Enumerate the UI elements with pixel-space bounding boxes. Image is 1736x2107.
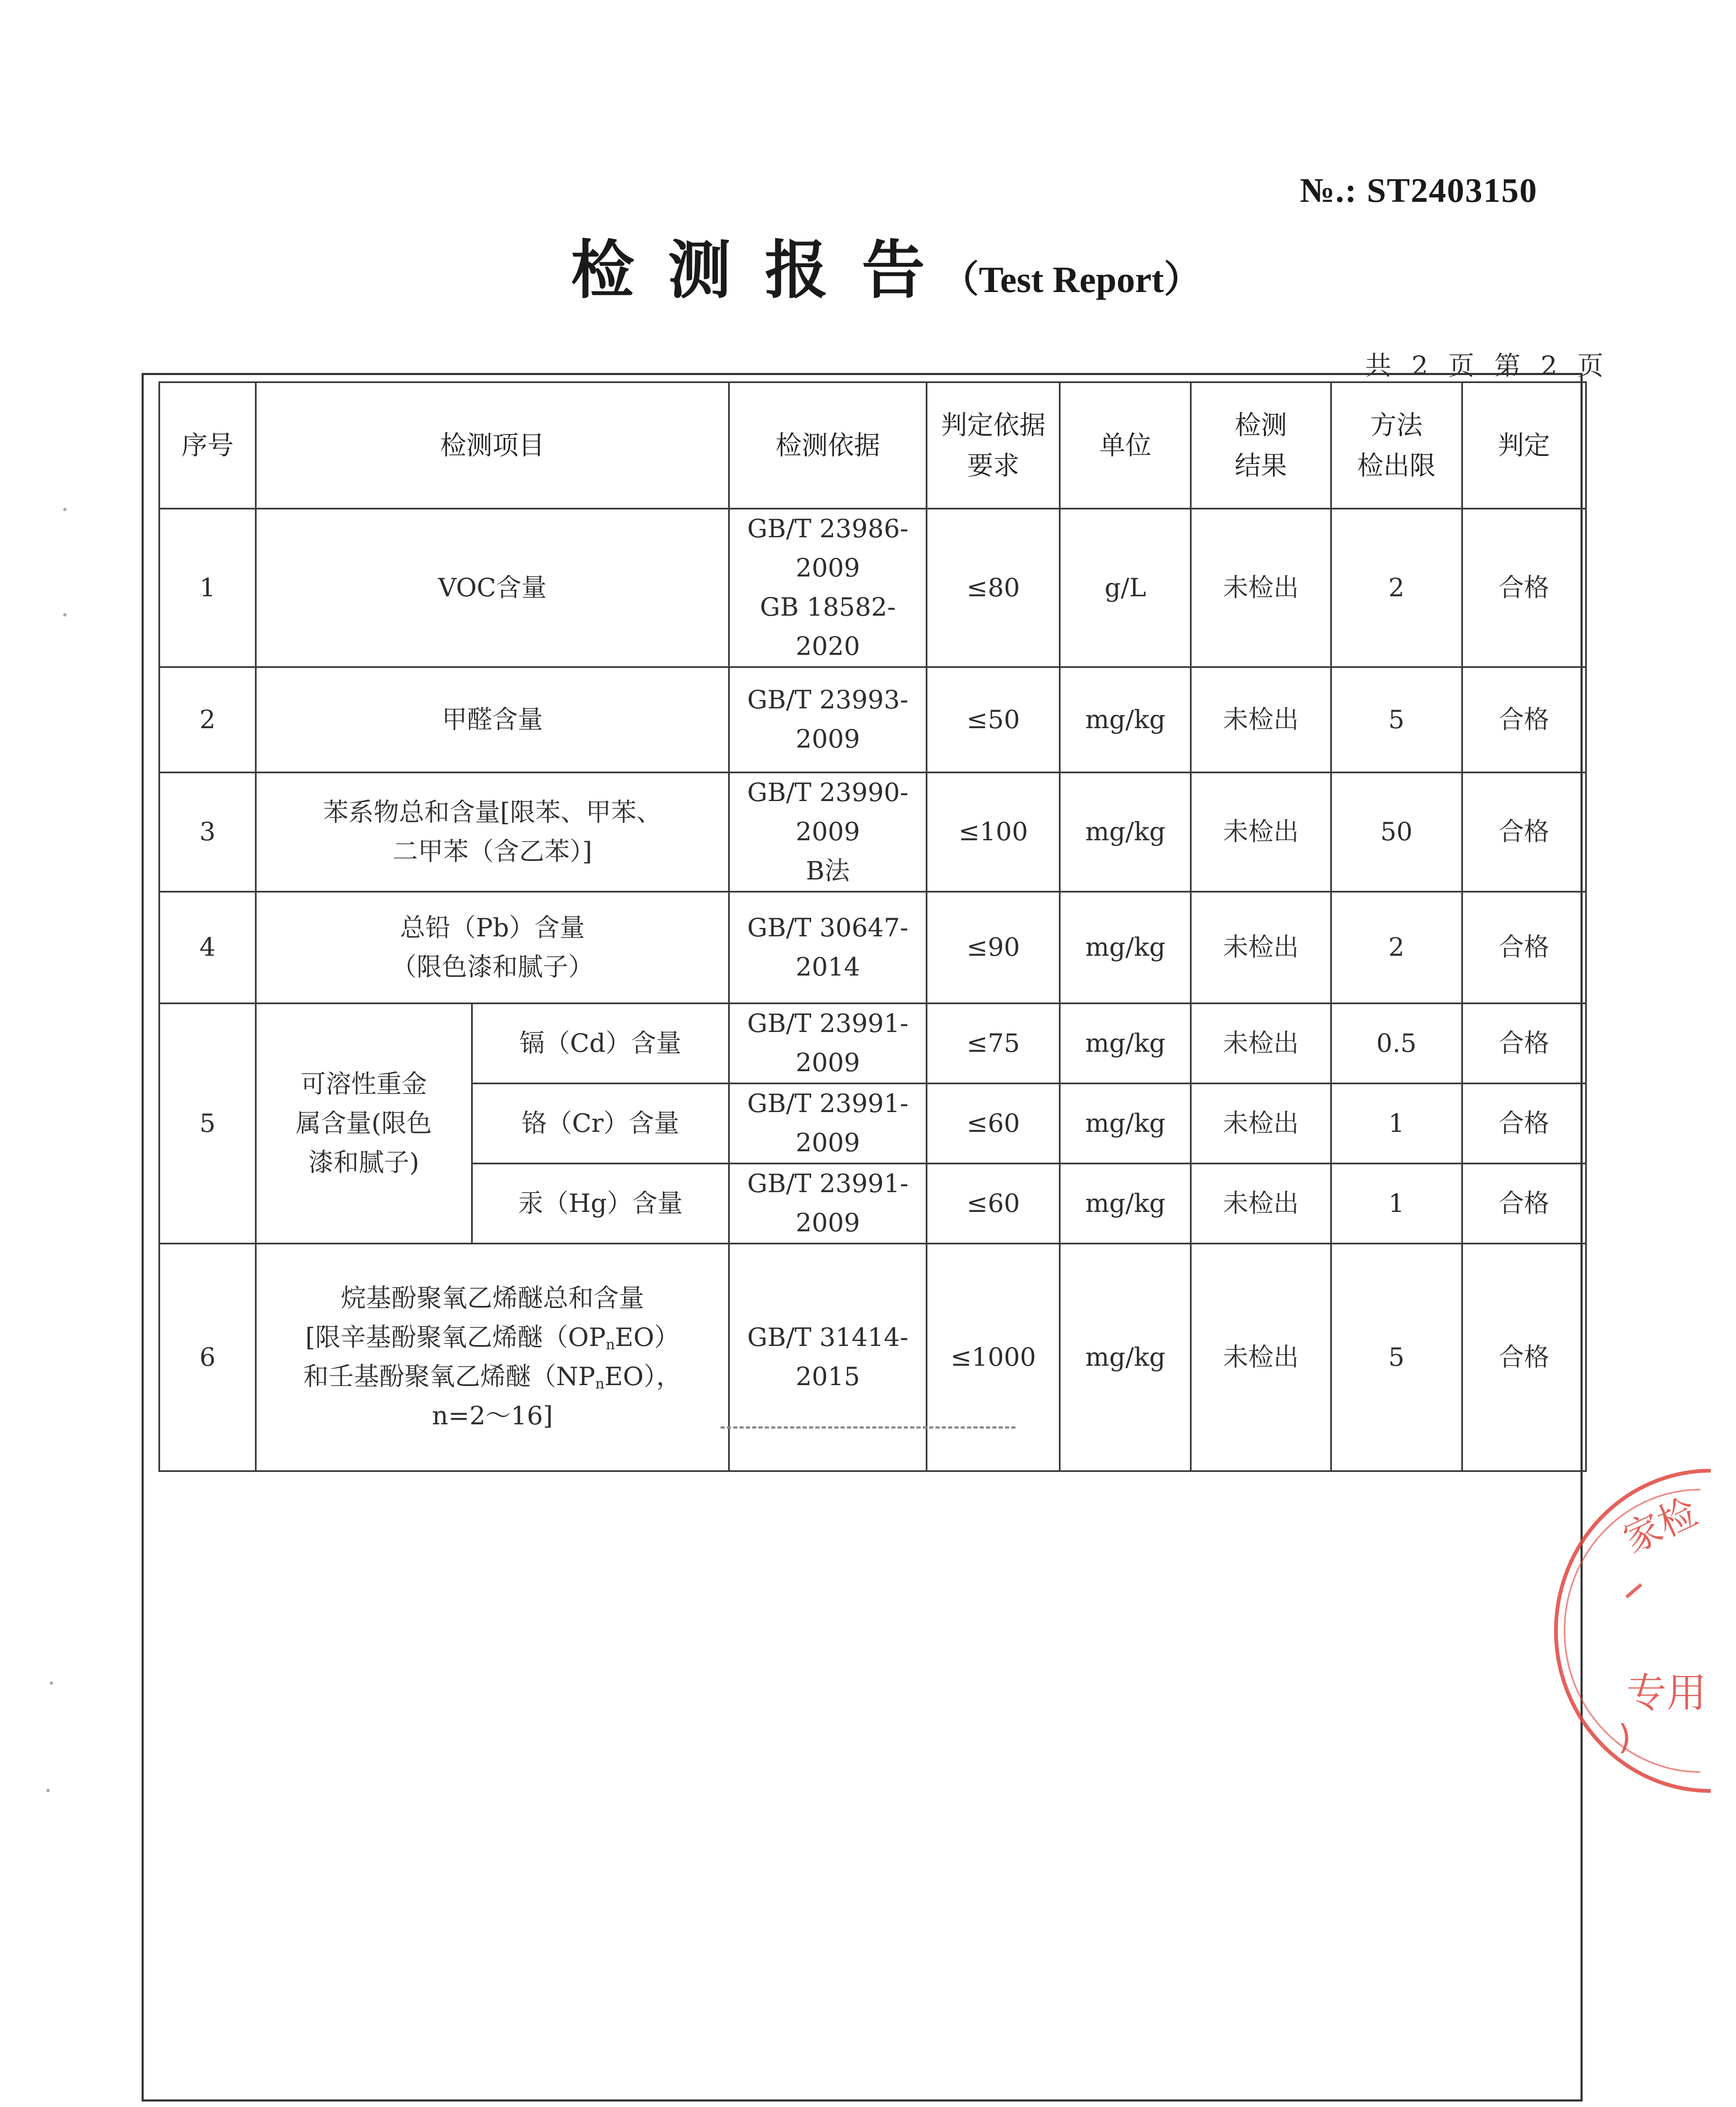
scan-speck (46, 1789, 50, 1792)
page-counter: 共 2 页 第 2 页 (1365, 350, 1610, 381)
row-basis: GB/T 31414-2015 (729, 1244, 927, 1471)
row-requirement: ≤90 (927, 892, 1060, 1003)
row-limit: 0.5 (1331, 1003, 1462, 1083)
page-title (571, 219, 1201, 310)
table-row (159, 1244, 1586, 1471)
row-requirement: ≤100 (927, 772, 1060, 892)
row-seq: 1 (159, 509, 256, 667)
row-group-line2: 属含量(限色 (295, 1108, 432, 1138)
scan-speck (50, 1681, 53, 1685)
row-limit: 1 (1331, 1163, 1462, 1244)
row-basis (729, 509, 927, 667)
row-item-line2: （限色漆和腻子） (391, 952, 594, 982)
row-item-line1: 总铅（Pb）含量 (400, 913, 585, 943)
row-requirement: ≤60 (927, 1163, 1060, 1244)
row-item: VOC含量 (256, 509, 729, 667)
row-verdict: 合格 (1462, 892, 1586, 1003)
row-basis (729, 772, 927, 892)
row-item: 甲醛含量 (256, 667, 729, 772)
row-requirement: ≤50 (927, 667, 1060, 772)
row-unit: mg/kg (1060, 1083, 1191, 1163)
row-item (256, 892, 729, 1003)
row-basis-line1: GB/T 23990-2009 (747, 778, 908, 847)
row-basis: GB/T 23991-2009 (729, 1083, 927, 1163)
row-result: 未检出 (1191, 1244, 1331, 1471)
line3-tail: EO）， (604, 1362, 682, 1391)
title-chinese: 检测报告 (571, 234, 959, 307)
row-basis: GB/T 30647-2014 (729, 892, 927, 1003)
header-result-line2: 结果 (1235, 450, 1287, 481)
line3-text: 和壬基酚聚氧乙烯醚（NP (303, 1362, 595, 1391)
row-verdict: 合格 (1462, 1083, 1586, 1163)
svg-text:家检: 家检 (1616, 1489, 1704, 1562)
table-row (159, 892, 1586, 1003)
header-item: 检测项目 (256, 382, 729, 509)
row-item-line1: 苯系物总和含量[限苯、甲苯、 (323, 797, 662, 827)
header-limit-line2: 检出限 (1357, 450, 1436, 481)
row-unit: mg/kg (1060, 772, 1191, 892)
row-basis: GB/T 23991-2009 (729, 1163, 927, 1244)
row-requirement: ≤75 (927, 1003, 1060, 1083)
table-row (159, 667, 1586, 772)
row-requirement: ≤60 (927, 1083, 1060, 1163)
row-sub-item: 汞（Hg）含量 (472, 1163, 729, 1244)
row-item (256, 772, 729, 892)
row-limit: 50 (1331, 772, 1462, 892)
row-requirement: ≤1000 (927, 1244, 1060, 1471)
row-item-line4: n=2～16] (432, 1401, 553, 1431)
row-item-line1: 烷基酚聚氧乙烯醚总和含量 (340, 1284, 644, 1313)
row-unit: mg/kg (1060, 892, 1191, 1003)
row-unit: mg/kg (1060, 1003, 1191, 1083)
line3-subscript: n (595, 1375, 605, 1392)
row-unit: g/L (1060, 509, 1191, 667)
row-basis-line1: GB/T 23986-2009 (747, 514, 908, 583)
row-basis-line2: B法 (806, 856, 850, 886)
row-result: 未检出 (1191, 509, 1331, 667)
row-result: 未检出 (1191, 772, 1331, 892)
header-criterion (927, 382, 1060, 509)
row-group-item (256, 1003, 472, 1244)
table-header-row (159, 382, 1586, 509)
row-limit: 5 (1331, 667, 1462, 772)
row-requirement: ≤80 (927, 509, 1060, 667)
row-item-line2: 二甲苯（含乙苯）] (392, 836, 592, 866)
row-verdict: 合格 (1462, 772, 1586, 892)
row-unit: mg/kg (1060, 1163, 1191, 1244)
header-basis: 检测依据 (729, 382, 927, 509)
svg-text:专用: 专用 (1626, 1670, 1707, 1716)
results-table (158, 381, 1587, 1472)
row-basis: GB/T 23993-2009 (729, 667, 927, 772)
header-criterion-line2: 要求 (967, 450, 1020, 481)
row-sub-item: 铬（Cr）含量 (472, 1083, 729, 1163)
header-verdict: 判定 (1462, 382, 1586, 509)
row-unit: mg/kg (1060, 1244, 1191, 1471)
row-limit: 5 (1331, 1244, 1462, 1471)
row-seq: 4 (159, 892, 256, 1003)
row-result: 未检出 (1191, 1003, 1331, 1083)
row-limit: 1 (1331, 1083, 1462, 1163)
table-row (159, 1003, 1586, 1083)
end-of-table-dashes (721, 1426, 1015, 1429)
row-seq: 5 (159, 1003, 256, 1244)
official-seal-stamp (1610, 1458, 1736, 1804)
row-result: 未检出 (1191, 1163, 1331, 1244)
row-basis: GB/T 23991-2009 (729, 1003, 927, 1083)
header-result-line1: 检测 (1235, 409, 1287, 440)
report-number: №.: ST2403150 (1300, 171, 1538, 209)
row-limit: 2 (1331, 509, 1462, 667)
line2-text: [限辛基酚聚氧乙烯醚（OP (305, 1323, 606, 1352)
header-criterion-line1: 判定依据 (941, 409, 1046, 440)
row-seq: 6 (159, 1244, 256, 1471)
table-row (159, 509, 1586, 667)
scan-speck (63, 508, 67, 511)
header-seq: 序号 (159, 382, 256, 509)
row-verdict: 合格 (1462, 1244, 1586, 1471)
line2-subscript: n (605, 1336, 615, 1353)
svg-text:): ) (1618, 1718, 1632, 1757)
row-result: 未检出 (1191, 1083, 1331, 1163)
header-limit (1331, 382, 1462, 509)
header-unit: 单位 (1060, 382, 1191, 509)
row-verdict: 合格 (1462, 667, 1586, 772)
table-row (159, 772, 1586, 892)
header-limit-line1: 方法 (1370, 409, 1423, 440)
row-seq: 2 (159, 667, 256, 772)
row-item-line2 (305, 1323, 680, 1352)
row-result: 未检出 (1191, 667, 1331, 772)
row-unit: mg/kg (1060, 667, 1191, 772)
row-group-line1: 可溶性重金 (300, 1069, 427, 1099)
row-verdict: 合格 (1462, 1003, 1586, 1083)
row-verdict: 合格 (1462, 509, 1586, 667)
row-basis-line2: GB 18582-2020 (760, 592, 896, 661)
scan-speck (63, 613, 67, 617)
row-verdict: 合格 (1462, 1163, 1586, 1244)
header-result (1191, 382, 1331, 509)
row-result: 未检出 (1191, 892, 1331, 1003)
title-english: （Test Report） (942, 260, 1201, 300)
row-sub-item: 镉（Cd）含量 (472, 1003, 729, 1083)
row-group-line3: 漆和腻子) (308, 1147, 419, 1177)
line2-tail: EO） (615, 1323, 680, 1352)
row-seq: 3 (159, 772, 256, 892)
row-limit: 2 (1331, 892, 1462, 1003)
row-item (256, 1244, 729, 1471)
row-item-line3 (303, 1362, 682, 1391)
